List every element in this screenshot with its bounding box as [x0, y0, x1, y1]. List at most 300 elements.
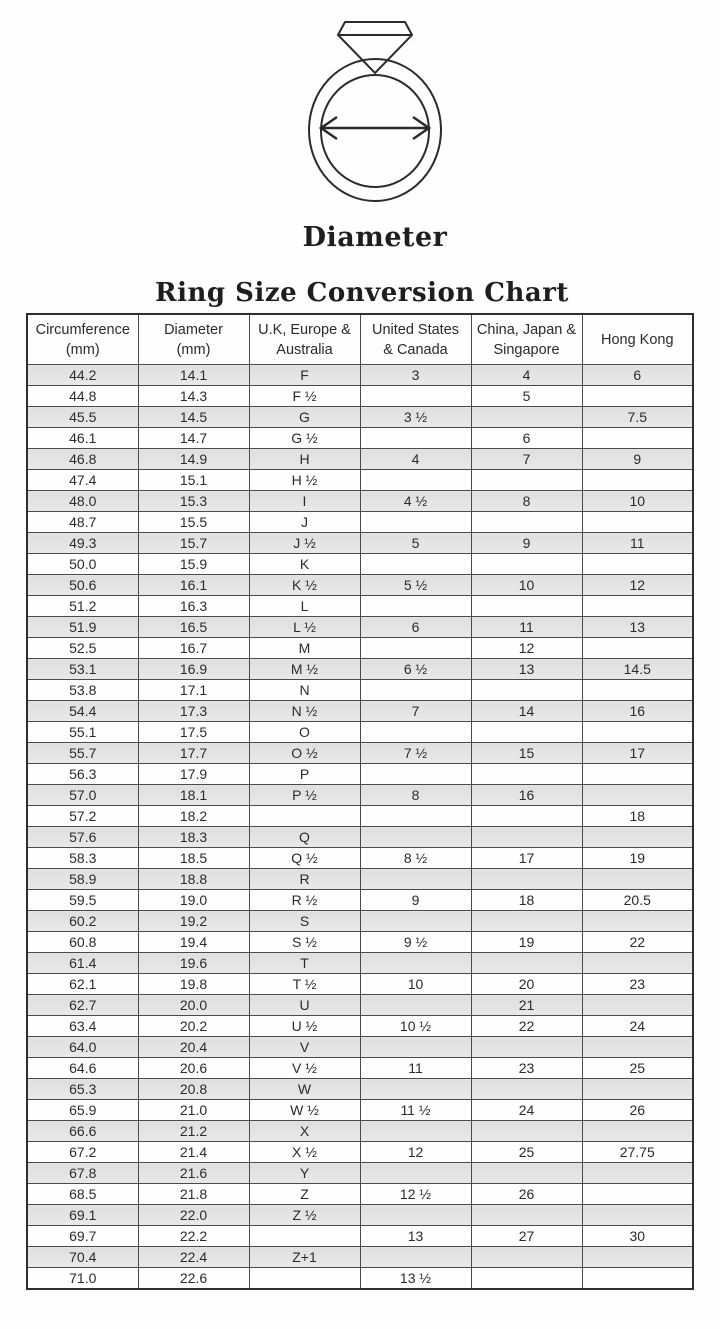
- cell: 25: [582, 1058, 693, 1079]
- cell: 48.0: [27, 491, 138, 512]
- cell: [360, 1079, 471, 1100]
- cell: [471, 953, 582, 974]
- table-row: [27, 1016, 693, 1037]
- cell: [582, 386, 693, 407]
- cell: 18: [471, 890, 582, 911]
- cell: 21.8: [138, 1184, 249, 1205]
- cell: [471, 1079, 582, 1100]
- cell: 17: [582, 743, 693, 764]
- cell: [582, 470, 693, 491]
- cell: [582, 428, 693, 449]
- cell: 8: [360, 785, 471, 806]
- cell: 16.5: [138, 617, 249, 638]
- cell: 13 ½: [360, 1268, 471, 1290]
- cell: [582, 911, 693, 932]
- cell: N: [249, 680, 360, 701]
- cell: 14.3: [138, 386, 249, 407]
- cell: 60.2: [27, 911, 138, 932]
- cell: 15: [471, 743, 582, 764]
- cell: 14.5: [582, 659, 693, 680]
- cell: [582, 1184, 693, 1205]
- cell: [471, 827, 582, 848]
- cell: [471, 911, 582, 932]
- cell: 22.4: [138, 1247, 249, 1268]
- cell: [582, 596, 693, 617]
- diameter-arrow-icon: [321, 117, 429, 139]
- cell: 9: [360, 890, 471, 911]
- cell: 14.7: [138, 428, 249, 449]
- table-header: [27, 314, 693, 365]
- cell: 18.5: [138, 848, 249, 869]
- column-header: Circumference (mm): [27, 314, 138, 365]
- cell: [360, 827, 471, 848]
- cell: 5: [471, 386, 582, 407]
- cell: [360, 869, 471, 890]
- cell: 19: [582, 848, 693, 869]
- table-row: [27, 911, 693, 932]
- cell: 55.7: [27, 743, 138, 764]
- column-header: Hong Kong: [582, 314, 693, 365]
- cell: L: [249, 596, 360, 617]
- cell: 67.2: [27, 1142, 138, 1163]
- cell: 23: [471, 1058, 582, 1079]
- cell: 57.2: [27, 806, 138, 827]
- cell: 15.5: [138, 512, 249, 533]
- table-row: [27, 701, 693, 722]
- table-row: [27, 953, 693, 974]
- cell: 45.5: [27, 407, 138, 428]
- cell: [360, 680, 471, 701]
- cell: 7.5: [582, 407, 693, 428]
- cell: 30: [582, 1226, 693, 1247]
- cell: [360, 953, 471, 974]
- cell: U ½: [249, 1016, 360, 1037]
- cell: [582, 512, 693, 533]
- cell: 15.1: [138, 470, 249, 491]
- cell: [360, 722, 471, 743]
- cell: 19.0: [138, 890, 249, 911]
- table-row: [27, 365, 693, 386]
- cell: 20.8: [138, 1079, 249, 1100]
- cell: 11: [360, 1058, 471, 1079]
- cell: 19.4: [138, 932, 249, 953]
- cell: 56.3: [27, 764, 138, 785]
- cell: [360, 1205, 471, 1226]
- cell: 20: [471, 974, 582, 995]
- cell: [360, 764, 471, 785]
- cell: 10: [471, 575, 582, 596]
- cell: 20.5: [582, 890, 693, 911]
- cell: S ½: [249, 932, 360, 953]
- table-row: [27, 827, 693, 848]
- table-row: [27, 1142, 693, 1163]
- cell: O ½: [249, 743, 360, 764]
- cell: 23: [582, 974, 693, 995]
- cell: I: [249, 491, 360, 512]
- cell: F: [249, 365, 360, 386]
- cell: 5: [360, 533, 471, 554]
- table-row: [27, 554, 693, 575]
- cell: [582, 638, 693, 659]
- cell: 19.2: [138, 911, 249, 932]
- table-body: [27, 365, 693, 1290]
- cell: 62.7: [27, 995, 138, 1016]
- cell: X: [249, 1121, 360, 1142]
- cell: [471, 764, 582, 785]
- cell: 20.2: [138, 1016, 249, 1037]
- cell: 4 ½: [360, 491, 471, 512]
- ring-diameter-illustration: [300, 13, 450, 208]
- cell: 21.6: [138, 1163, 249, 1184]
- table-header-row: [27, 314, 693, 365]
- cell: [582, 1163, 693, 1184]
- cell: P: [249, 764, 360, 785]
- table-row: [27, 932, 693, 953]
- cell: W ½: [249, 1100, 360, 1121]
- cell: 7 ½: [360, 743, 471, 764]
- cell: 44.8: [27, 386, 138, 407]
- cell: 12: [360, 1142, 471, 1163]
- cell: 17.5: [138, 722, 249, 743]
- cell: 19.6: [138, 953, 249, 974]
- cell: 22: [471, 1016, 582, 1037]
- cell: [582, 869, 693, 890]
- cell: [249, 1226, 360, 1247]
- cell: [360, 1037, 471, 1058]
- cell: 4: [471, 365, 582, 386]
- cell: 10: [582, 491, 693, 512]
- cell: 5 ½: [360, 575, 471, 596]
- cell: 11 ½: [360, 1100, 471, 1121]
- cell: 22.2: [138, 1226, 249, 1247]
- cell: [471, 869, 582, 890]
- table-row: [27, 1268, 693, 1290]
- table-row: [27, 407, 693, 428]
- table-row: [27, 1079, 693, 1100]
- cell: [582, 1121, 693, 1142]
- cell: [360, 386, 471, 407]
- cell: 21.2: [138, 1121, 249, 1142]
- cell: [360, 470, 471, 491]
- table-row: [27, 1205, 693, 1226]
- cell: Q: [249, 827, 360, 848]
- cell: 57.0: [27, 785, 138, 806]
- cell: [582, 995, 693, 1016]
- cell: 3 ½: [360, 407, 471, 428]
- cell: [582, 785, 693, 806]
- cell: [471, 470, 582, 491]
- cell: [249, 806, 360, 827]
- cell: 6: [360, 617, 471, 638]
- table-row: [27, 428, 693, 449]
- cell: 17.9: [138, 764, 249, 785]
- cell: [582, 554, 693, 575]
- cell: 9: [471, 533, 582, 554]
- table-row: [27, 1037, 693, 1058]
- column-header: China, Japan & Singapore: [471, 314, 582, 365]
- cell: 17: [471, 848, 582, 869]
- cell: [582, 764, 693, 785]
- cell: Z ½: [249, 1205, 360, 1226]
- page-title: Ring Size Conversion Chart: [155, 278, 569, 308]
- cell: N ½: [249, 701, 360, 722]
- table-row: [27, 1226, 693, 1247]
- cell: [360, 1163, 471, 1184]
- table-row: [27, 386, 693, 407]
- cell: 69.1: [27, 1205, 138, 1226]
- table-row: [27, 890, 693, 911]
- cell: 8: [471, 491, 582, 512]
- table-row: [27, 638, 693, 659]
- cell: L ½: [249, 617, 360, 638]
- cell: 25: [471, 1142, 582, 1163]
- ring-size-conversion-table: [26, 313, 694, 1290]
- cell: 50.6: [27, 575, 138, 596]
- table-row: [27, 533, 693, 554]
- table-row: [27, 680, 693, 701]
- cell: [360, 638, 471, 659]
- cell: 6 ½: [360, 659, 471, 680]
- table-row: [27, 617, 693, 638]
- cell: 16.7: [138, 638, 249, 659]
- cell: [360, 1247, 471, 1268]
- table-row: [27, 1184, 693, 1205]
- cell: 70.4: [27, 1247, 138, 1268]
- cell: [582, 1268, 693, 1290]
- cell: 18.1: [138, 785, 249, 806]
- cell: [471, 512, 582, 533]
- cell: 22.0: [138, 1205, 249, 1226]
- table-row: [27, 575, 693, 596]
- cell: T ½: [249, 974, 360, 995]
- cell: R: [249, 869, 360, 890]
- cell: 9 ½: [360, 932, 471, 953]
- table-row: [27, 806, 693, 827]
- cell: 14.9: [138, 449, 249, 470]
- cell: [360, 911, 471, 932]
- cell: P ½: [249, 785, 360, 806]
- cell: 47.4: [27, 470, 138, 491]
- cell: 20.6: [138, 1058, 249, 1079]
- diagram-caption: Diameter: [302, 222, 448, 253]
- cell: 53.8: [27, 680, 138, 701]
- cell: [471, 407, 582, 428]
- cell: 57.6: [27, 827, 138, 848]
- cell: Z+1: [249, 1247, 360, 1268]
- cell: 18.8: [138, 869, 249, 890]
- cell: [582, 953, 693, 974]
- table-row: [27, 1100, 693, 1121]
- cell: 49.3: [27, 533, 138, 554]
- cell: 8 ½: [360, 848, 471, 869]
- cell: [360, 596, 471, 617]
- cell: 64.6: [27, 1058, 138, 1079]
- cell: 16.1: [138, 575, 249, 596]
- cell: [582, 722, 693, 743]
- cell: 50.0: [27, 554, 138, 575]
- cell: [360, 512, 471, 533]
- cell: 48.7: [27, 512, 138, 533]
- cell: 12: [471, 638, 582, 659]
- cell: 19.8: [138, 974, 249, 995]
- cell: 21.0: [138, 1100, 249, 1121]
- cell: X ½: [249, 1142, 360, 1163]
- cell: 4: [360, 449, 471, 470]
- cell: [471, 1121, 582, 1142]
- cell: G ½: [249, 428, 360, 449]
- cell: [471, 554, 582, 575]
- cell: 62.1: [27, 974, 138, 995]
- table-row: [27, 743, 693, 764]
- cell: 24: [582, 1016, 693, 1037]
- cell: 10 ½: [360, 1016, 471, 1037]
- cell: 20.0: [138, 995, 249, 1016]
- ring-band-icon: [309, 59, 441, 201]
- cell: 52.5: [27, 638, 138, 659]
- cell: 44.2: [27, 365, 138, 386]
- cell: J ½: [249, 533, 360, 554]
- cell: 14: [471, 701, 582, 722]
- cell: O: [249, 722, 360, 743]
- cell: J: [249, 512, 360, 533]
- table-row: [27, 449, 693, 470]
- cell: 11: [471, 617, 582, 638]
- cell: 22.6: [138, 1268, 249, 1290]
- cell: 58.3: [27, 848, 138, 869]
- cell: 14.1: [138, 365, 249, 386]
- cell: [471, 680, 582, 701]
- cell: 15.7: [138, 533, 249, 554]
- cell: V ½: [249, 1058, 360, 1079]
- cell: M: [249, 638, 360, 659]
- cell: [582, 680, 693, 701]
- cell: 27.75: [582, 1142, 693, 1163]
- table-row: [27, 848, 693, 869]
- cell: 65.9: [27, 1100, 138, 1121]
- cell: [471, 1247, 582, 1268]
- cell: H ½: [249, 470, 360, 491]
- cell: 13: [582, 617, 693, 638]
- column-header: United States & Canada: [360, 314, 471, 365]
- table-row: [27, 470, 693, 491]
- cell: 15.3: [138, 491, 249, 512]
- cell: [471, 722, 582, 743]
- table-row: [27, 764, 693, 785]
- table-row: [27, 974, 693, 995]
- cell: V: [249, 1037, 360, 1058]
- cell: 63.4: [27, 1016, 138, 1037]
- cell: K: [249, 554, 360, 575]
- cell: F ½: [249, 386, 360, 407]
- cell: Y: [249, 1163, 360, 1184]
- cell: [471, 1163, 582, 1184]
- cell: 61.4: [27, 953, 138, 974]
- cell: [360, 806, 471, 827]
- cell: 10: [360, 974, 471, 995]
- cell: [582, 1205, 693, 1226]
- cell: 21: [471, 995, 582, 1016]
- cell: 16: [582, 701, 693, 722]
- cell: [582, 827, 693, 848]
- cell: 66.6: [27, 1121, 138, 1142]
- table-row: [27, 1121, 693, 1142]
- column-header: U.K, Europe & Australia: [249, 314, 360, 365]
- cell: 17.3: [138, 701, 249, 722]
- cell: 12 ½: [360, 1184, 471, 1205]
- table-row: [27, 1058, 693, 1079]
- cell: 64.0: [27, 1037, 138, 1058]
- cell: [360, 1121, 471, 1142]
- cell: T: [249, 953, 360, 974]
- cell: 71.0: [27, 1268, 138, 1290]
- cell: 59.5: [27, 890, 138, 911]
- table-row: [27, 491, 693, 512]
- cell: 51.9: [27, 617, 138, 638]
- cell: 16: [471, 785, 582, 806]
- cell: 65.3: [27, 1079, 138, 1100]
- cell: 7: [471, 449, 582, 470]
- cell: [471, 1268, 582, 1290]
- cell: [471, 596, 582, 617]
- cell: 55.1: [27, 722, 138, 743]
- cell: 13: [360, 1226, 471, 1247]
- cell: 67.8: [27, 1163, 138, 1184]
- cell: 58.9: [27, 869, 138, 890]
- cell: 46.1: [27, 428, 138, 449]
- cell: [471, 1037, 582, 1058]
- cell: 12: [582, 575, 693, 596]
- cell: [582, 1037, 693, 1058]
- cell: 60.8: [27, 932, 138, 953]
- table-row: [27, 722, 693, 743]
- table-row: [27, 869, 693, 890]
- cell: [360, 554, 471, 575]
- cell: 17.7: [138, 743, 249, 764]
- cell: 16.3: [138, 596, 249, 617]
- cell: 27: [471, 1226, 582, 1247]
- cell: 51.2: [27, 596, 138, 617]
- cell: [360, 995, 471, 1016]
- cell: 19: [471, 932, 582, 953]
- cell: 17.1: [138, 680, 249, 701]
- cell: K ½: [249, 575, 360, 596]
- cell: [582, 1079, 693, 1100]
- cell: 15.9: [138, 554, 249, 575]
- cell: [471, 806, 582, 827]
- cell: 53.1: [27, 659, 138, 680]
- cell: 20.4: [138, 1037, 249, 1058]
- column-header: Diameter (mm): [138, 314, 249, 365]
- table-row: [27, 512, 693, 533]
- cell: M ½: [249, 659, 360, 680]
- cell: [582, 1247, 693, 1268]
- cell: 18.3: [138, 827, 249, 848]
- table-row: [27, 785, 693, 806]
- cell: 46.8: [27, 449, 138, 470]
- cell: 69.7: [27, 1226, 138, 1247]
- table-row: [27, 659, 693, 680]
- cell: G: [249, 407, 360, 428]
- cell: 9: [582, 449, 693, 470]
- cell: 16.9: [138, 659, 249, 680]
- cell: [471, 1205, 582, 1226]
- cell: 14.5: [138, 407, 249, 428]
- cell: 24: [471, 1100, 582, 1121]
- table-row: [27, 1247, 693, 1268]
- cell: 54.4: [27, 701, 138, 722]
- cell: [360, 428, 471, 449]
- cell: 22: [582, 932, 693, 953]
